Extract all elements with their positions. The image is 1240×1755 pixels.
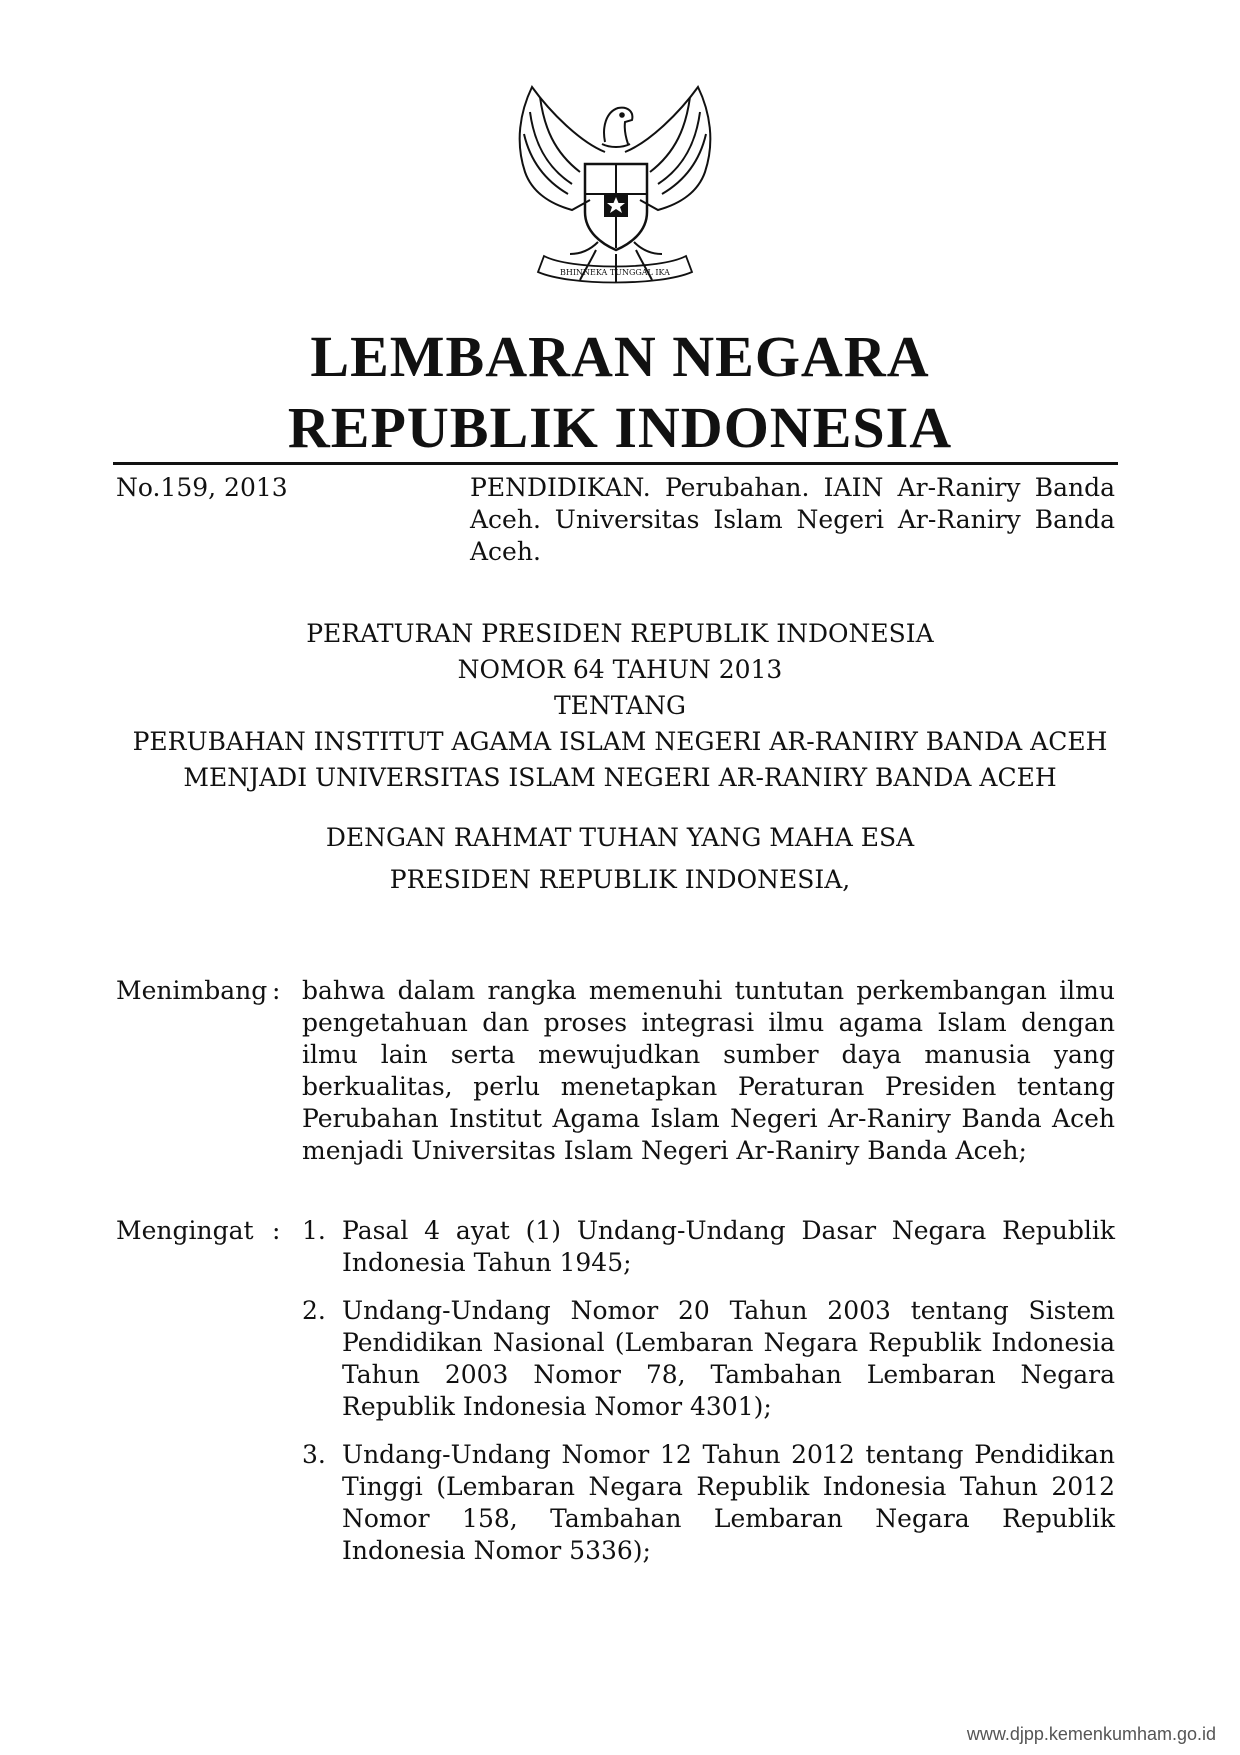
authority: PRESIDEN REPUBLIK INDONESIA, bbox=[389, 865, 851, 894]
regulation-title-line2: MENJADI UNIVERSITAS ISLAM NEGERI AR-RANIRY BANDA ACEH bbox=[183, 763, 1057, 792]
gazette-subject: PENDIDIKAN. Perubahan. IAIN Ar-Raniry Banda Aceh. Universitas Islam Negeri Ar-Raniry Banda Aceh. bbox=[470, 473, 1115, 566]
list-item-number: 3. bbox=[302, 1440, 326, 1469]
invocation: DENGAN RAHMAT TUHAN YANG MAHA ESA bbox=[325, 823, 915, 852]
list-item-text: Pasal 4 ayat (1) Undang-Undang Dasar Negara Republik Indonesia Tahun 1945; bbox=[342, 1216, 1115, 1277]
title-divider bbox=[113, 462, 1118, 465]
regulation-number: NOMOR 64 TAHUN 2013 bbox=[457, 655, 783, 684]
menimbang-label: Menimbang bbox=[116, 976, 268, 1005]
svg-text:BHINNEKA TUNGGAL IKA: BHINNEKA TUNGGAL IKA bbox=[560, 268, 670, 277]
menimbang-colon: : bbox=[272, 976, 281, 1005]
list-item bbox=[302, 1215, 1115, 1279]
footer-url[interactable]: www.djpp.kemenkumham.go.id bbox=[966, 1724, 1216, 1744]
regulation-type: PERATURAN PRESIDEN REPUBLIK INDONESIA bbox=[306, 619, 934, 648]
list-item bbox=[302, 1439, 1115, 1567]
garuda-pancasila-emblem bbox=[510, 82, 720, 298]
gazette-title-line2: REPUBLIK INDONESIA bbox=[287, 395, 953, 460]
regulation-title-line1: PERUBAHAN INSTITUT AGAMA ISLAM NEGERI AR-RANIRY BANDA ACEH bbox=[132, 727, 1108, 756]
list-item-number: 2. bbox=[302, 1296, 326, 1325]
menimbang-text: bahwa dalam rangka memenuhi tuntutan perkembangan ilmu pengetahuan dan proses integrasi ilmu agama Islam dengan ilmu lain serta mewujudkan sumber daya manusia yang berkualitas, perlu menetapkan Peraturan Presiden tentang Perubahan Institut Agama Islam Negeri Ar-Raniry Banda Aceh menjadi Universitas Islam Negeri Ar-Raniry Banda Aceh; bbox=[302, 976, 1115, 1165]
mengingat-colon: : bbox=[272, 1216, 281, 1245]
gazette-number: No.159, 2013 bbox=[116, 473, 288, 502]
list-item-text: Undang-Undang Nomor 20 Tahun 2003 tentang Sistem Pendidikan Nasional (Lembaran Negara Republik Indonesia Tahun 2003 Nomor 78, Tambahan Lembaran Negara Republik Indonesia Nomor 4301); bbox=[342, 1296, 1115, 1421]
mengingat-label: Mengingat bbox=[116, 1216, 254, 1245]
list-item bbox=[302, 1295, 1115, 1423]
list-item-text: Undang-Undang Nomor 12 Tahun 2012 tentang Pendidikan Tinggi (Lembaran Negara Republik Indonesia Tahun 2012 Nomor 158, Tambahan Lembaran Negara Republik Indonesia Nomor 5336); bbox=[342, 1440, 1115, 1565]
list-item-number: 1. bbox=[302, 1216, 326, 1245]
gazette-title-line1: LEMBARAN NEGARA bbox=[310, 324, 930, 389]
regulation-about: TENTANG bbox=[553, 691, 686, 720]
